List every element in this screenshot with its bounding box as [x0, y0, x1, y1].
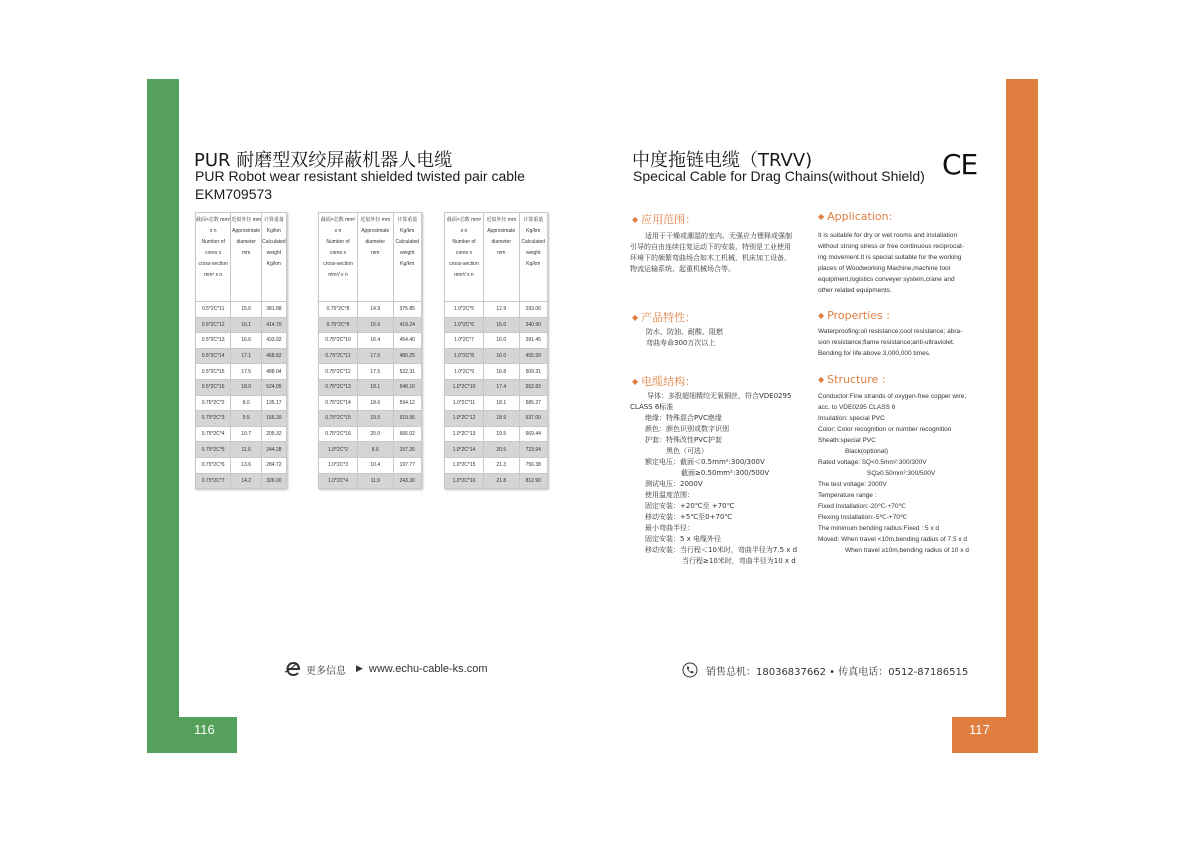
left-title-en: PUR Robot wear resistant shielded twisted pair cable	[195, 168, 525, 184]
table-cell: 0.75*2C*9	[319, 317, 358, 333]
table-row	[319, 457, 422, 473]
table-cell: 15.6	[358, 317, 394, 333]
header-line: x n	[209, 228, 217, 234]
table-cell: 18.1	[358, 379, 394, 395]
arrow-right-icon: ▶	[356, 664, 363, 674]
table-row	[319, 317, 422, 333]
table-cell: 1.0*2C*3	[319, 457, 358, 473]
table-cell: 1.0*2C*16	[445, 473, 484, 489]
table-cell: 166.39	[262, 411, 287, 427]
table-cell: 619.96	[393, 411, 421, 427]
table-cell: 585.27	[519, 395, 547, 411]
table-cell: 1.0*2C*12	[445, 411, 484, 427]
header-line: Kg/km	[266, 261, 281, 267]
table-cell: 0.5*2C*13	[196, 333, 231, 349]
table-cell: 12.9	[484, 302, 520, 318]
text-line: 黑色（可选）	[666, 447, 708, 455]
header-line: Kg/km	[526, 261, 541, 267]
table-cell: 19.5	[484, 426, 520, 442]
table-cell: 1.0*2C*7	[445, 333, 484, 349]
text-line: Sheath:special PVC	[818, 437, 876, 444]
section-heading-structure-en: ◆ Structure :	[818, 373, 886, 386]
table-cell: 0.75*2C*12	[319, 364, 358, 380]
table-row	[196, 411, 287, 427]
e-logo-icon	[284, 660, 302, 678]
table-cell: 1.0*2C*2	[319, 442, 358, 458]
table-row	[319, 348, 422, 364]
text-line: Fixed Installation:-20℃-+70℃	[818, 503, 906, 510]
table-cell: 0.5*2C*11	[196, 302, 231, 318]
text-line: 额定电压：截面＜0.5mm²:300/300V	[645, 458, 765, 466]
properties-text-cn	[646, 327, 723, 349]
text-line: Insulation: special PVC	[818, 415, 885, 422]
header-line: mm	[497, 250, 506, 256]
table-cell: 0.5*2C*16	[196, 379, 231, 395]
table-cell: 10.7	[231, 426, 262, 442]
text-line: 防水、防油、耐酸、阻燃	[646, 328, 723, 336]
table-row	[196, 317, 287, 333]
table-cell: 21.3	[484, 457, 520, 473]
text-line: 截面≥0.50mm²:300/500V	[681, 469, 770, 477]
table-cell: 243.30	[393, 473, 421, 489]
header-line: Number of	[452, 239, 476, 245]
table-cell: 18.9	[484, 411, 520, 427]
table-header-row	[445, 213, 548, 302]
table-header-cell	[484, 213, 520, 302]
bullet-icon: ◆	[632, 377, 639, 386]
bullet-icon: ◆	[632, 215, 639, 224]
header-line: weight	[526, 250, 541, 256]
more-info-label: 更多信息	[306, 665, 346, 677]
table-row	[196, 395, 287, 411]
application-text-cn	[630, 231, 792, 275]
right-title-en: Specical Cable for Drag Chains(without Shield)	[633, 168, 925, 184]
application-text-en	[818, 230, 964, 296]
table-cell: 0.75*2C*7	[196, 473, 231, 489]
table-row	[445, 379, 548, 395]
text-line: 使用温度范围：	[645, 491, 694, 499]
text-line: Conductor:Fine strands of oxygen-free copper wire,	[818, 393, 967, 400]
table-cell: 284.72	[262, 457, 287, 473]
table-cell: 669.44	[519, 426, 547, 442]
table-cell: 1.0*2C*4	[319, 473, 358, 489]
header-line: diameter	[491, 239, 511, 245]
spec-table-2	[318, 212, 422, 489]
header-line: Approximate	[487, 228, 516, 234]
table-cell: 548.16	[393, 379, 421, 395]
table-cell: 419.24	[393, 317, 421, 333]
table-cell: 0.5*2C*14	[196, 348, 231, 364]
table-row	[445, 348, 548, 364]
table-cell: 18.6	[358, 395, 394, 411]
table-cell: 14.9	[358, 302, 394, 318]
table-cell: 1.0*2C*5	[445, 302, 484, 318]
table-header-cell	[319, 213, 358, 302]
table-row	[319, 333, 422, 349]
header-line: Approximate	[361, 228, 390, 234]
table-row	[196, 457, 287, 473]
table-cell: 1.0*2C*14	[445, 442, 484, 458]
text-line: 固定安装：+20℃至 +70℃	[645, 502, 735, 510]
table-row	[445, 333, 548, 349]
table-cell: 293.06	[519, 302, 547, 318]
header-line: Kg/km	[400, 261, 415, 267]
table-row	[445, 473, 548, 489]
table-cell: 17.1	[231, 348, 262, 364]
text-line: 固定安装：5 x 电缆外径	[645, 535, 722, 543]
header-line: mm	[371, 250, 380, 256]
table-row	[196, 442, 287, 458]
left-page-number-tab	[147, 717, 237, 753]
left-title-cn: PUR 耐磨型双绞屏蔽机器人电缆	[194, 150, 453, 171]
table-cell: 391.45	[519, 333, 547, 349]
table-cell: 17.0	[358, 348, 394, 364]
table-cell: 11.9	[358, 473, 394, 489]
header-line: 近似外径 mm	[360, 217, 391, 223]
page-number-right: 117	[969, 722, 990, 737]
table-cell: 17.4	[484, 379, 520, 395]
table-cell: 414.70	[262, 317, 287, 333]
header-line: mm²/ x n	[454, 272, 474, 278]
table-row	[445, 302, 548, 318]
table-cell: 594.12	[393, 395, 421, 411]
table-cell: 135.17	[262, 395, 287, 411]
table-cell: 468.82	[262, 348, 287, 364]
table-cell: 15.6	[231, 302, 262, 318]
table-cell: 488.04	[262, 364, 287, 380]
table-cell: 454.40	[393, 333, 421, 349]
table-cell: 16.8	[484, 364, 520, 380]
properties-text-en	[818, 326, 962, 359]
text-line: without strong stress or free continuous reciprocat-	[818, 243, 964, 250]
table-cell: 17.5	[231, 364, 262, 380]
right-page-number-tab	[952, 717, 1038, 753]
ce-mark-icon: CE	[942, 148, 978, 181]
bullet-icon: ◆	[818, 212, 825, 221]
text-line: When travel ≥10m,bending radius of 10 x d	[845, 547, 969, 554]
table-cell: 18.0	[231, 379, 262, 395]
table-cell: 9.5	[231, 411, 262, 427]
table-cell: 1.0*2C*13	[445, 426, 484, 442]
table-row	[319, 442, 422, 458]
table-cell: 10.4	[358, 457, 394, 473]
text-line: Waterproofing:oil resistance;cool resistance; abra-	[818, 328, 963, 335]
table-cell: 637.00	[519, 411, 547, 427]
spec-table-3	[444, 212, 548, 489]
text-line: equipment,logistics conveyer system,crane and	[818, 276, 955, 283]
table-cell: 16.0	[484, 348, 520, 364]
header-line: Kg/km	[266, 228, 281, 234]
table-cell: 524.05	[262, 379, 287, 395]
header-line: 近似外径 mm	[231, 217, 262, 223]
table-cell: 0.75*2C*11	[319, 348, 358, 364]
text-line: Moved: When travel <10m,bending radius of 7.5 x d	[818, 536, 968, 543]
text-line: acc. to VDE0295 CLASS 6	[818, 404, 896, 411]
section-heading-structure-cn: ◆ 电缆结构：	[632, 375, 697, 388]
table-row	[196, 302, 287, 318]
table-cell: 375.85	[393, 302, 421, 318]
table-cell: 16.1	[231, 317, 262, 333]
header-line: weight	[266, 250, 282, 256]
table-cell: 0.75*2C*6	[196, 457, 231, 473]
structure-text-cn	[630, 391, 797, 567]
table-row	[319, 426, 422, 442]
table-row	[319, 411, 422, 427]
right-footer	[682, 662, 968, 678]
table-cell: 0.75*2C*3	[196, 411, 231, 427]
text-line: Black(optional)	[845, 448, 888, 455]
header-line: cross-section	[449, 261, 479, 267]
table-row	[319, 302, 422, 318]
bullet-icon: ◆	[632, 313, 639, 322]
table-row	[196, 379, 287, 395]
table-cell: 1.0*2C*10	[445, 379, 484, 395]
table-cell: 205.32	[262, 426, 287, 442]
header-line: Calculated	[395, 239, 420, 245]
text-line: 颜色：颜色识别或数字识别	[645, 425, 729, 433]
table-header-cell	[445, 213, 484, 302]
header-line: mm² x n	[204, 272, 223, 278]
table-cell: 723.94	[519, 442, 547, 458]
bullet-icon: ◆	[818, 375, 825, 384]
table-cell: 197.77	[393, 457, 421, 473]
header-line: 截面×芯数 mm²	[196, 217, 231, 223]
text-line: 最小弯曲半径：	[645, 524, 694, 532]
table-row	[445, 457, 548, 473]
header-line: Number of	[201, 239, 225, 245]
table-cell: 0.75*2C*14	[319, 395, 358, 411]
text-line: 环境下的频繁弯曲场合如木工机械、机床加工设备、	[630, 254, 791, 262]
text-line: CLASS 6标准	[630, 403, 674, 411]
text-line: SQ≥0.50mm²:300/500V	[867, 470, 936, 477]
header-line: cross-section	[198, 261, 228, 267]
table-cell: 509.31	[519, 364, 547, 380]
website-link[interactable]: www.echu-cable-ks.com	[368, 663, 488, 675]
table-cell: 17.5	[358, 364, 394, 380]
text-line: Color: Color recognition or number recognition	[818, 426, 952, 433]
table-cell: 0.75*2C*5	[196, 442, 231, 458]
table-row	[196, 348, 287, 364]
text-line: It is suitable for dry or wet rooms and installation	[818, 232, 958, 239]
section-heading-properties-en: ◆ Properties :	[818, 309, 890, 322]
header-line: Calculated	[262, 239, 286, 245]
table-cell: 1.0*2C*15	[445, 457, 484, 473]
header-line: cores x	[455, 250, 473, 256]
text-line: 弯曲寿命300万次以上	[646, 339, 716, 347]
table-row	[196, 333, 287, 349]
header-line: Kg/km	[400, 228, 415, 234]
table-cell: 0.75*2C*8	[319, 302, 358, 318]
table-cell: 18.1	[484, 395, 520, 411]
table-cell: 0.75*2C*13	[319, 379, 358, 395]
header-line: x n	[460, 228, 468, 234]
table-cell: 11.6	[231, 442, 262, 458]
text-line: 移动安装：+5℃至0+70℃	[645, 513, 733, 521]
contact-line: 销售总机：18036837662 • 传真电话：0512-87186515	[706, 666, 969, 678]
text-line: Temperature range :	[818, 492, 877, 499]
header-line: mm	[242, 250, 251, 256]
table-cell: 340.90	[519, 317, 547, 333]
header-line: cores x	[205, 250, 222, 256]
table-row	[319, 364, 422, 380]
table-header-cell	[262, 213, 287, 302]
table-cell: 0.5*2C*15	[196, 364, 231, 380]
text-line: other related equipments.	[818, 287, 892, 294]
table-cell: 14.2	[231, 473, 262, 489]
text-line: 护套：特殊改性PVC护套	[645, 436, 722, 444]
table-cell: 666.02	[393, 426, 421, 442]
table-row	[445, 395, 548, 411]
table-header-cell	[393, 213, 421, 302]
section-heading-properties-cn: ◆ 产品特性：	[632, 311, 697, 324]
header-line: Approximate	[232, 228, 261, 234]
header-line: mm²/ x n	[328, 272, 348, 278]
table-cell: 326.00	[262, 473, 287, 489]
table-cell: 0.75*2C*16	[319, 426, 358, 442]
table-row	[445, 442, 548, 458]
text-line: 导体：多股超细精绞无氧铜丝，符合VDE0295	[647, 392, 792, 400]
spec-table-1	[195, 212, 287, 489]
text-line: 适用于干燥或潮湿的室内、无强应力锂释或强制	[645, 232, 792, 240]
text-line: sion resistance;flame resistance;anti-ultraviolet.	[818, 339, 955, 346]
table-cell: 552.83	[519, 379, 547, 395]
header-line: x n	[334, 228, 342, 234]
table-cell: 756.38	[519, 457, 547, 473]
table-row	[196, 473, 287, 489]
text-line: places of Woodworking Machine,machine tool	[818, 265, 951, 272]
table-cell: 21.8	[484, 473, 520, 489]
table-header-row	[319, 213, 422, 302]
table-cell: 16.0	[484, 333, 520, 349]
header-line: 计算重量	[397, 217, 418, 223]
header-line: diameter	[236, 239, 256, 245]
header-line: 计算重量	[263, 217, 284, 223]
section-heading-application-en: ◆ Application:	[818, 210, 893, 223]
table-header-cell	[519, 213, 547, 302]
table-cell: 244.28	[262, 442, 287, 458]
table-cell: 0.75*2C*10	[319, 333, 358, 349]
table-header-cell	[358, 213, 394, 302]
table-cell: 0.5*2C*12	[196, 317, 231, 333]
text-line: 移动安装：当行程＜10米时，弯曲半径为7.5 x d	[645, 546, 798, 554]
table-cell: 480.25	[393, 348, 421, 364]
text-line: 引导的自由连续往复运动下的安装，特别是工业使用	[630, 243, 791, 251]
phone-icon	[682, 662, 698, 678]
table-row	[445, 364, 548, 380]
table-row	[319, 473, 422, 489]
table-cell: 20.5	[484, 442, 520, 458]
page-number-left: 116	[194, 722, 215, 737]
table-cell: 19.5	[358, 411, 394, 427]
header-line: 计算重量	[523, 217, 544, 223]
left-green-band	[147, 79, 179, 753]
table-cell: 381.88	[262, 302, 287, 318]
table-cell: 8.0	[231, 395, 262, 411]
table-cell: 15.0	[484, 317, 520, 333]
table-cell: 522.31	[393, 364, 421, 380]
right-orange-band	[1006, 79, 1038, 753]
table-cell: 1.0*2C*6	[445, 317, 484, 333]
table-cell: 433.92	[262, 333, 287, 349]
text-line: The test voltage: 2000V	[818, 481, 887, 488]
table-row	[445, 426, 548, 442]
table-cell: 16.4	[358, 333, 394, 349]
table-cell: 0.75*2C*15	[319, 411, 358, 427]
header-line: 近似外径 mm	[486, 217, 517, 223]
table-cell: 0.75*2C*4	[196, 426, 231, 442]
table-row	[319, 395, 422, 411]
table-cell: 16.6	[231, 333, 262, 349]
header-line: Kg/km	[526, 228, 541, 234]
right-title-cn: 中度拖链电缆（TRVV)	[632, 150, 813, 171]
table-cell: 812.90	[519, 473, 547, 489]
text-line: 当行程≥10米时，弯曲半径为10 x d	[682, 557, 796, 565]
table-cell: 0.75*2C*2	[196, 395, 231, 411]
text-line: ing movement.It is special suitable for the working	[818, 254, 962, 261]
header-line: diameter	[365, 239, 385, 245]
header-line: weight	[400, 250, 415, 256]
table-row	[319, 379, 422, 395]
text-line: Bending for life:above 3,000,000 times.	[818, 350, 931, 357]
text-line: 测试电压：2000V	[645, 480, 703, 488]
section-heading-application-cn: ◆ 应用范围：	[632, 213, 697, 226]
header-line: 截面×芯数 mm²	[446, 217, 482, 223]
table-header-row	[196, 213, 287, 302]
header-line: Number of	[326, 239, 350, 245]
text-line: Rated voltage: SQ<0.5mm²:300/300V	[818, 459, 927, 466]
header-line: 截面×芯数 mm²	[320, 217, 356, 223]
table-cell: 20.0	[358, 426, 394, 442]
header-line: cores x	[329, 250, 347, 256]
header-line: Calculated	[521, 239, 546, 245]
structure-text-en	[818, 391, 969, 556]
bullet-icon: ◆	[818, 311, 825, 320]
table-row	[445, 317, 548, 333]
table-cell: 1.0*2C*11	[445, 395, 484, 411]
table-cell: 8.6	[358, 442, 394, 458]
table-row	[196, 364, 287, 380]
header-line: cross-section	[323, 261, 353, 267]
table-cell: 157.26	[393, 442, 421, 458]
table-row	[196, 426, 287, 442]
table-row	[445, 411, 548, 427]
table-header-cell	[196, 213, 231, 302]
text-line: 物流运输系统、起重机械场合等。	[630, 265, 735, 273]
left-model-code: EKM709573	[195, 186, 273, 202]
table-cell: 13.6	[231, 457, 262, 473]
text-line: The minimum bending radius:Fixed : 5 x d	[818, 525, 940, 532]
text-line: 绝缘：特殊混合PVC绝缘	[645, 414, 722, 422]
table-cell: 1.0*2C*8	[445, 348, 484, 364]
table-cell: 1.0*2C*9	[445, 364, 484, 380]
left-footer	[284, 660, 488, 678]
table-header-cell	[231, 213, 262, 302]
table-cell: 455.99	[519, 348, 547, 364]
text-line: Flexing Installation:-5℃-+70℃	[818, 514, 908, 521]
